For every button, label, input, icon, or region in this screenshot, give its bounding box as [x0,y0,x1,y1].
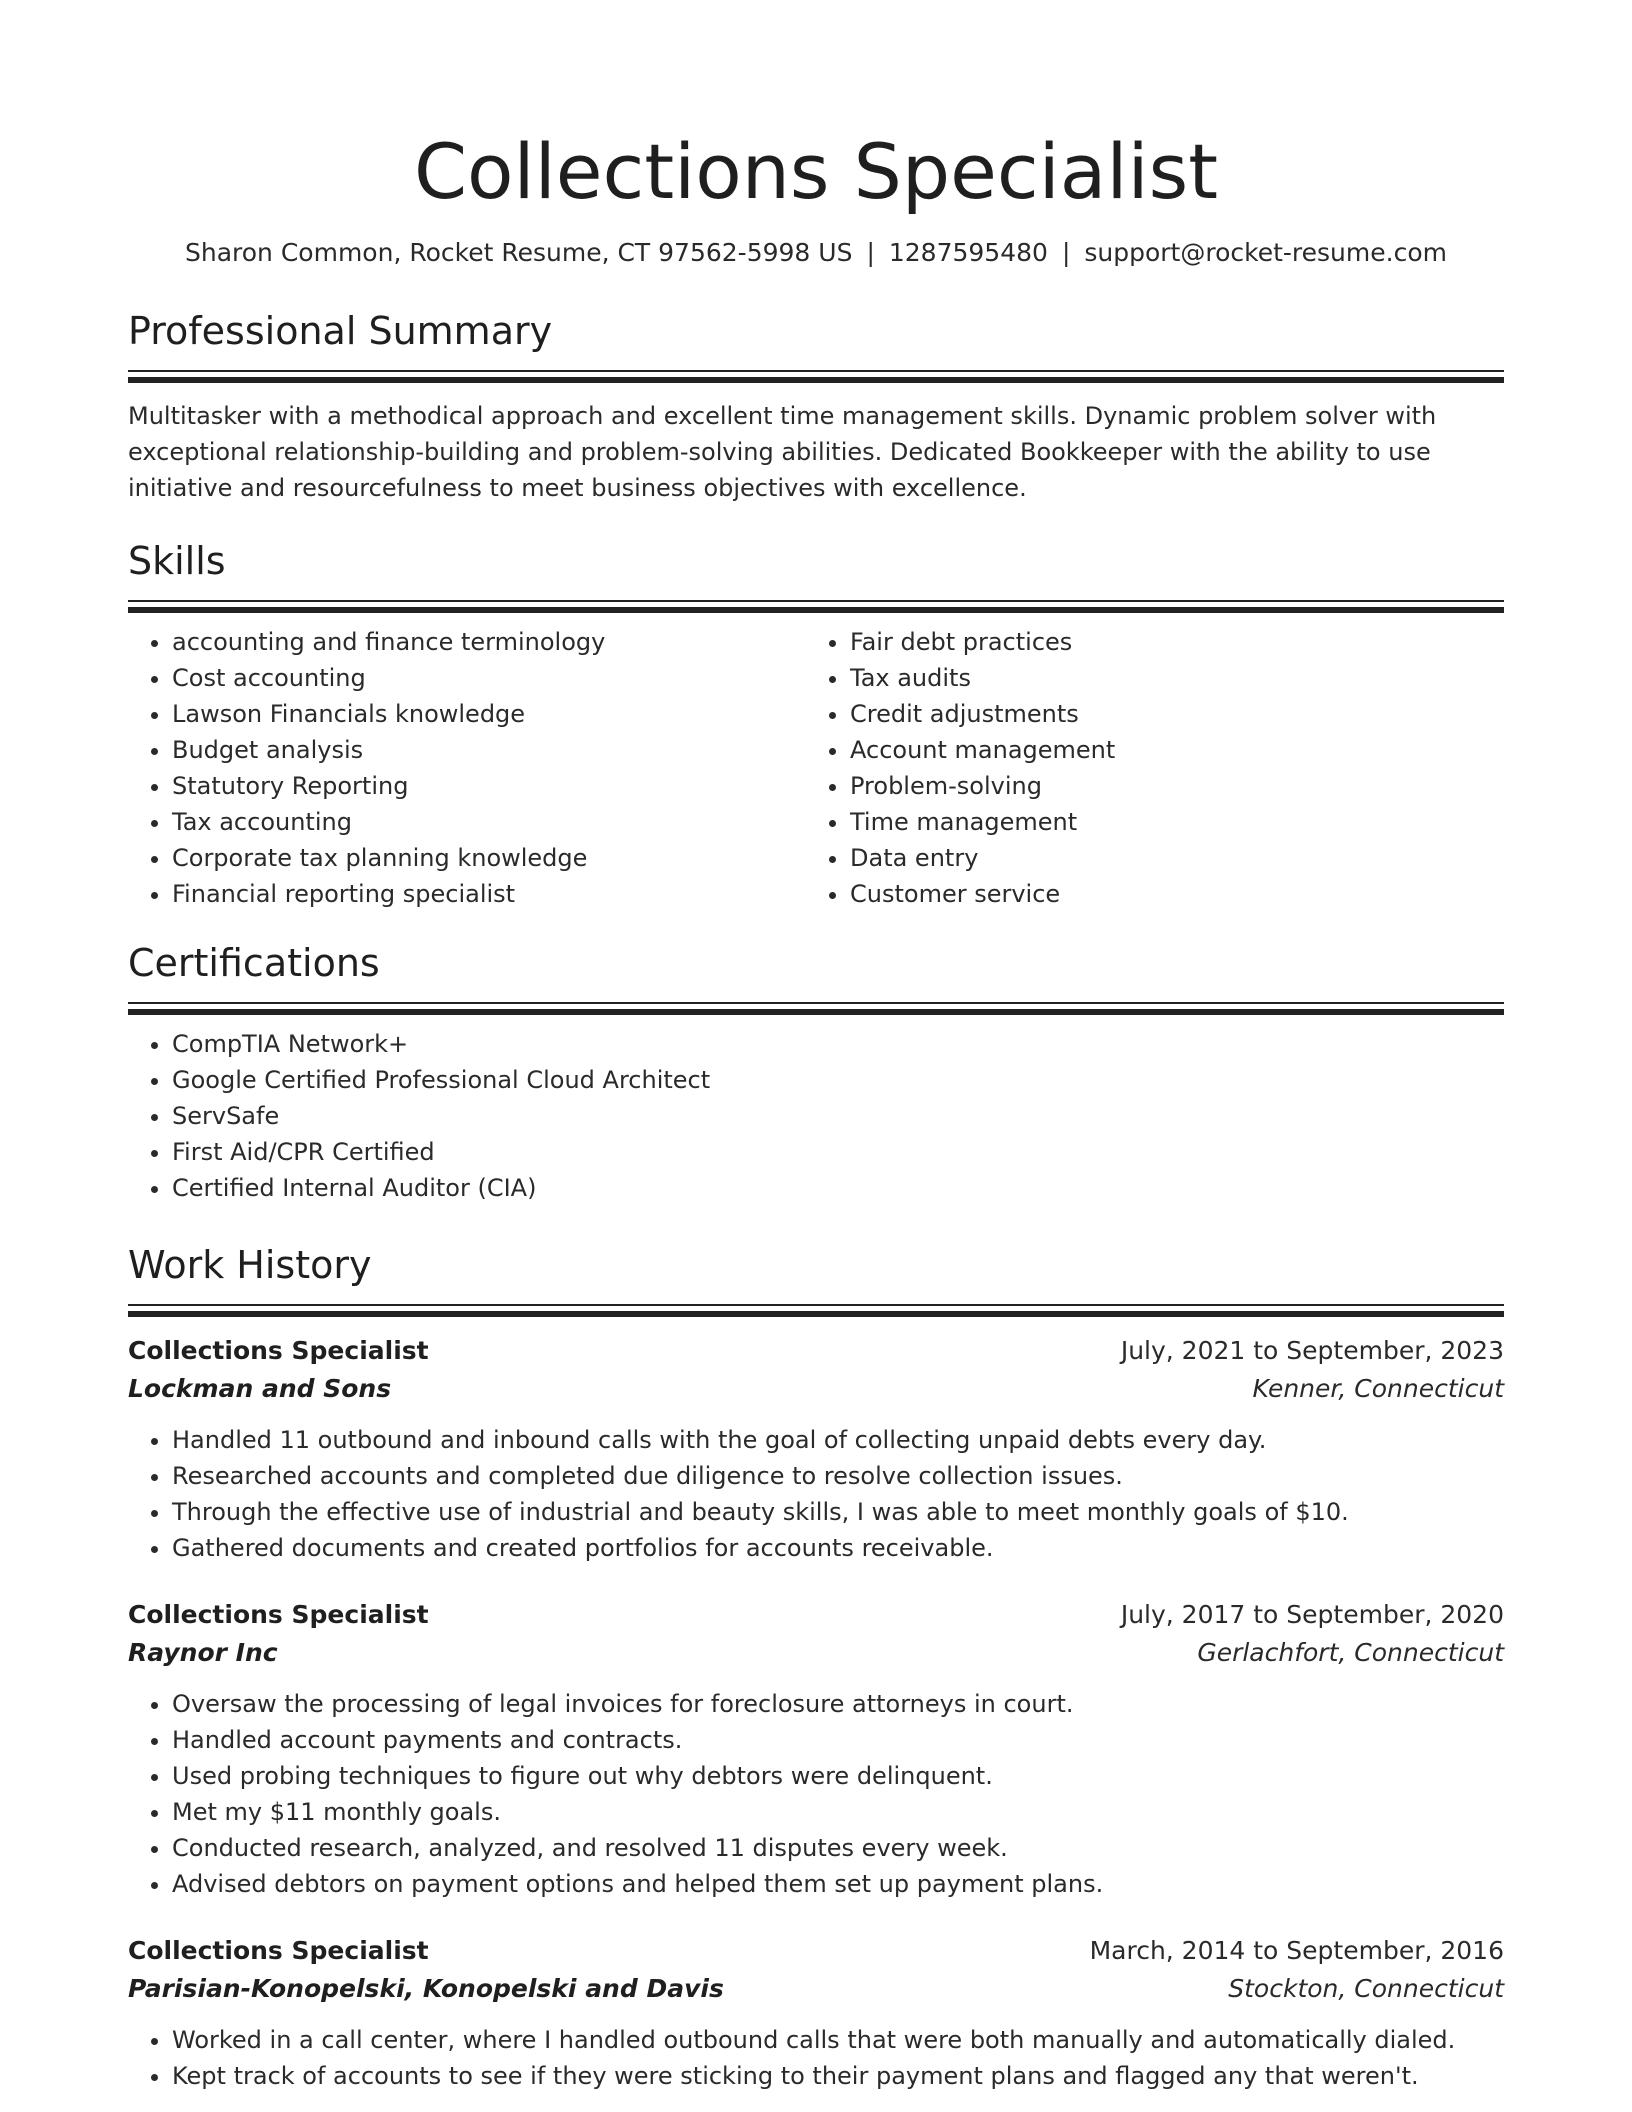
certification-item: • First Aid/CPR Certified [172,1134,1504,1170]
contact-separator: | [1061,238,1071,267]
section-divider [128,1304,1504,1318]
resume-title: Collections Specialist [413,127,1218,216]
contact-address: Sharon Common, Rocket Resume, CT 97562-5998 US [185,238,853,267]
skill-item: • Tax audits [850,660,1484,696]
job-bullets [128,1422,1504,1566]
job-company: Raynor Inc [128,1638,278,1667]
section-divider [128,600,1504,614]
certifications-list [128,1026,1504,1206]
job-dates: July, 2017 to September, 2020 [1120,1600,1504,1629]
summary-text: Multitasker with a methodical approach and excellent time management skills. Dynamic problem solver with exceptional relationship-building and problem-solving abilities. Dedicated Bookkeeper with the ability to use initiative and resourcefulness to meet business objectives with excellence. [128,402,1437,502]
job-company: Parisian-Konopelski, Konopelski and Davis [128,1974,724,2003]
job-bullet: • Conducted research, analyzed, and resolved 11 disputes every week. [172,1830,1504,1866]
skill-item: • Financial reporting specialist [172,876,806,912]
skills-list-right [806,624,1484,912]
skill-item: • accounting and finance terminology [172,624,806,660]
job-bullet: • Through the effective use of industrial and beauty skills, I was able to meet monthly goals of $10. [172,1494,1504,1530]
certification-item: • Certified Internal Auditor (CIA) [172,1170,1504,1206]
job-location: Gerlachfort, Connecticut [1197,1638,1504,1667]
skill-item: • Problem-solving [850,768,1484,804]
job-dates: July, 2021 to September, 2023 [1120,1336,1504,1365]
skill-item: • Time management [850,804,1484,840]
job-dates: March, 2014 to September, 2016 [1089,1936,1504,1965]
resume-page [128,0,1504,2094]
job-entry [128,1332,1504,1566]
skill-item: • Statutory Reporting [172,768,806,804]
summary-section [128,306,1504,506]
job-bullets [128,1686,1504,1902]
certification-item: • CompTIA Network+ [172,1026,1504,1062]
skill-item: • Data entry [850,840,1484,876]
skill-item: • Fair debt practices [850,624,1484,660]
contact-email: support@rocket-resume.com [1084,238,1447,267]
job-company: Lockman and Sons [128,1374,392,1403]
job-bullet: • Researched accounts and completed due diligence to resolve collection issues. [172,1458,1504,1494]
job-bullets [128,2022,1504,2094]
job-location: Stockton, Connecticut [1228,1974,1504,2003]
skill-item: • Budget analysis [172,732,806,768]
job-title: Collections Specialist [128,1936,429,1965]
section-divider [128,370,1504,384]
section-divider [128,1002,1504,1016]
skill-item: • Customer service [850,876,1484,912]
contact-separator: | [866,238,875,267]
skill-item: • Account management [850,732,1484,768]
skills-list-left [128,624,806,912]
section-heading-work-history: Work History [128,1243,372,1287]
skill-item: • Lawson Financials knowledge [172,696,806,732]
job-entry [128,1596,1504,1902]
job-bullet: • Used probing techniques to figure out why debtors were delinquent. [172,1758,1504,1794]
job-bullet: • Handled 11 outbound and inbound calls with the goal of collecting unpaid debts every day. [172,1422,1504,1458]
job-location: Kenner, Connecticut [1252,1374,1504,1403]
certification-item: • Google Certified Professional Cloud Architect [172,1062,1504,1098]
contact-phone: 1287595480 [888,238,1048,267]
skills-columns [128,624,1504,912]
job-bullet: • Oversaw the processing of legal invoices for foreclosure attorneys in court. [172,1686,1504,1722]
skill-item: • Cost accounting [172,660,806,696]
job-bullet: • Worked in a call center, where I handled outbound calls that were both manually and automatically dialed. [172,2022,1504,2058]
skill-item: • Tax accounting [172,804,806,840]
contact-line [128,236,1504,270]
job-entry [128,1932,1504,2094]
section-heading-certifications: Certifications [128,941,380,985]
job-bullet: • Advised debtors on payment options and helped them set up payment plans. [172,1866,1504,1902]
job-bullet: • Gathered documents and created portfolios for accounts receivable. [172,1530,1504,1566]
job-title: Collections Specialist [128,1336,429,1365]
section-heading-skills: Skills [128,539,226,583]
section-heading-summary: Professional Summary [128,309,553,353]
job-bullet: • Met my $11 monthly goals. [172,1794,1504,1830]
skills-section [128,536,1504,912]
work-history-section [128,1240,1504,2094]
job-title: Collections Specialist [128,1600,429,1629]
job-bullet: • Handled account payments and contracts. [172,1722,1504,1758]
certifications-section [128,938,1504,1206]
skill-item: • Corporate tax planning knowledge [172,840,806,876]
skill-item: • Credit adjustments [850,696,1484,732]
certification-item: • ServSafe [172,1098,1504,1134]
job-bullet: • Kept track of accounts to see if they were sticking to their payment plans and flagged any that weren't. [172,2058,1504,2094]
